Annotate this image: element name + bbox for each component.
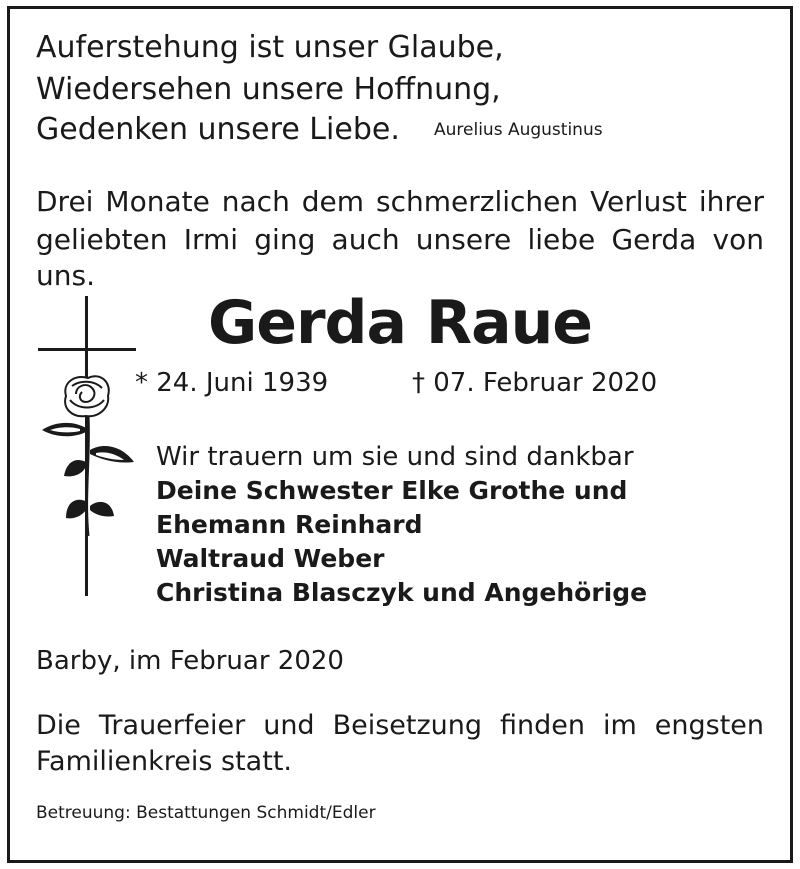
mourner-line-4: Christina Blasczyk und Angehörige: [156, 578, 648, 607]
intro-line-2: geliebten Irmi ging auch unsere liebe Gerda von uns.: [36, 223, 764, 292]
funeral-line-2: Familienkreis statt.: [36, 746, 292, 777]
quote-line-2: Wiedersehen unsere Hoffnung,: [36, 72, 501, 107]
quote-line-3: Gedenken unsere Liebe.: [36, 112, 400, 147]
mourner-line-2: Ehemann Reinhard: [156, 510, 423, 539]
funeral-line-1: Die Trauerfeier und Beisetzung finden im engsten: [36, 710, 764, 741]
mourner-line-3: Waltraud Weber: [156, 544, 385, 573]
intro-line-1: Drei Monate nach dem schmerzlichen Verlust ihrer: [36, 185, 764, 218]
death-date: † 07. Februar 2020: [412, 368, 658, 398]
mourners-intro: Wir trauern um sie und sind dankbar: [156, 442, 634, 472]
mourner-line-1: Deine Schwester Elke Grothe und: [156, 476, 628, 505]
quote-line-1: Auferstehung ist unser Glaube,: [36, 30, 504, 65]
undertaker-credit: Betreuung: Bestattungen Schmidt/Edler: [36, 803, 376, 823]
place-date: Barby, im Februar 2020: [36, 646, 344, 676]
birth-date: * 24. Juni 1939: [135, 368, 329, 398]
quote-author: Aurelius Augustinus: [434, 120, 603, 140]
deceased-name: Gerda Raue: [208, 288, 592, 358]
